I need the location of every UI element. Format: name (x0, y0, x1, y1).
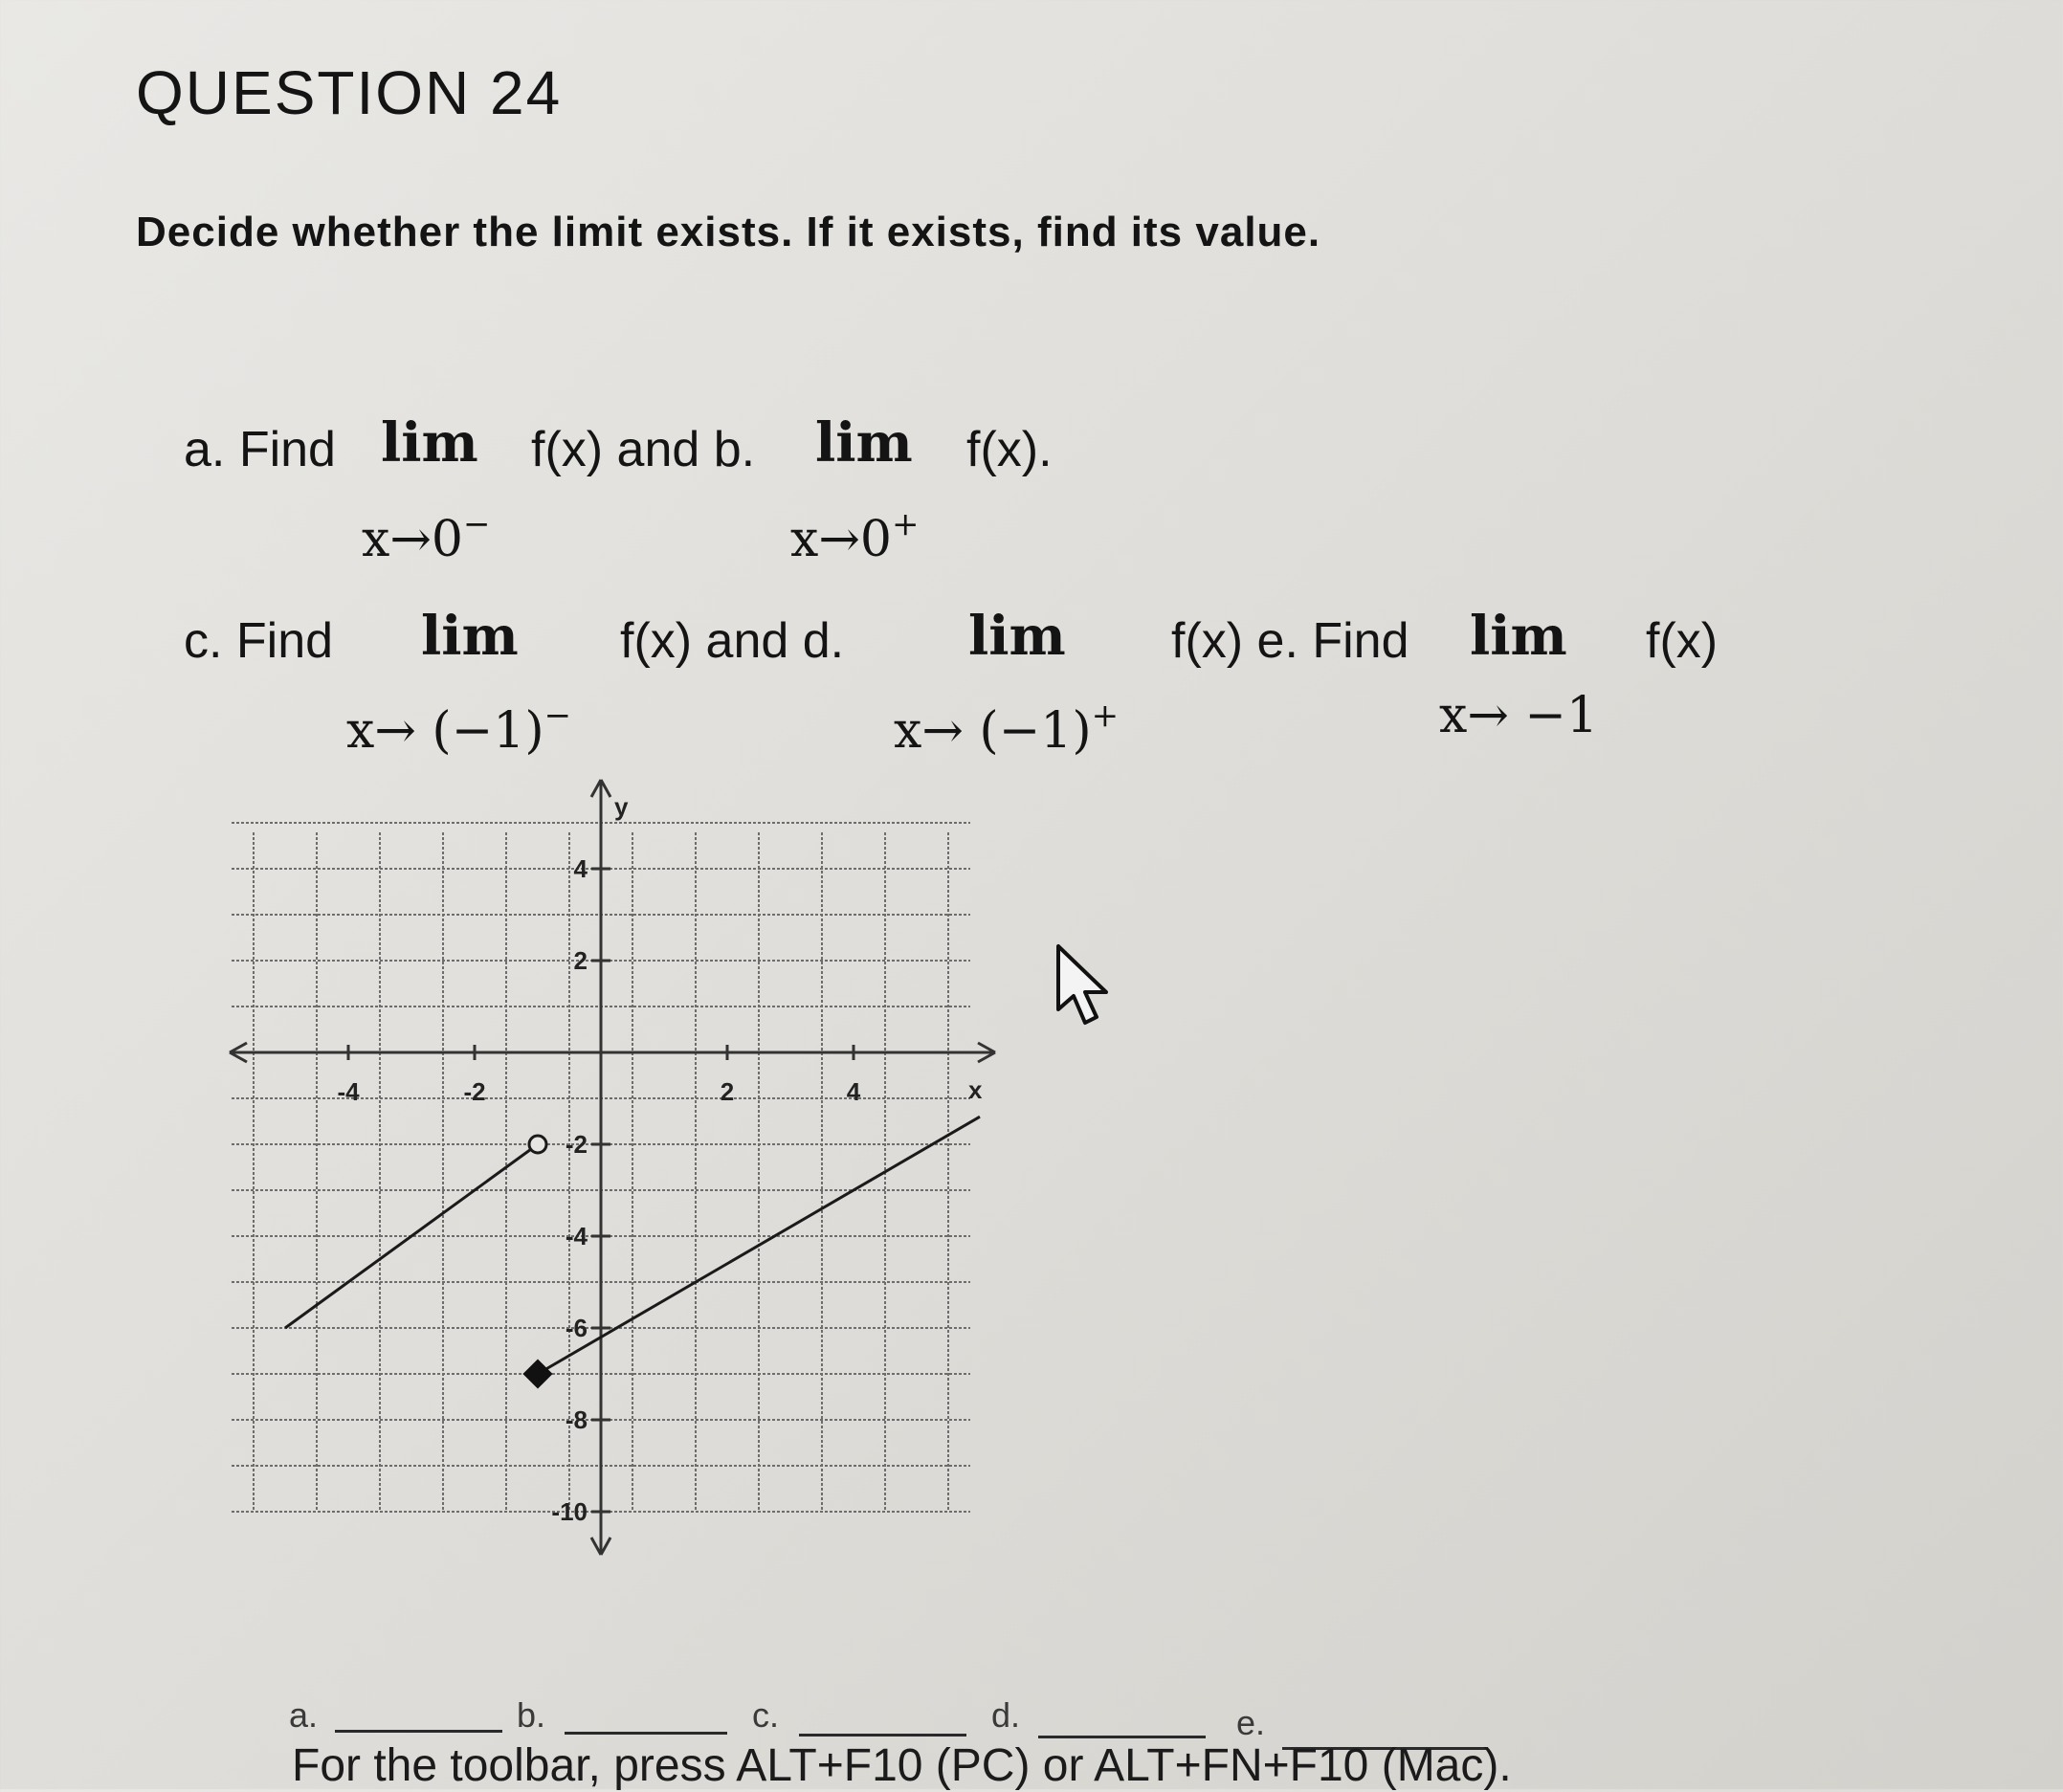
part-b-label: f(x) and b. (531, 422, 756, 477)
part-b-subscript: x→0+ (790, 505, 920, 568)
answer-e-label: e. (1236, 1703, 1266, 1742)
toolbar-hint: For the toolbar, press ALT+F10 (PC) or ALT+FN+F10 (Mac). (292, 1740, 1512, 1791)
answer-c-label: c. (752, 1695, 780, 1735)
part-d-subscript: x→ (−1)+ (894, 697, 1120, 760)
part-e-lim: lim (1470, 605, 1567, 668)
x-axis-label: x (968, 1075, 983, 1104)
question-instruction: Decide whether the limit exists. If it exists, find its value. (136, 209, 1321, 255)
part-e-fx: f(x) (1646, 613, 1719, 669)
answer-a-field[interactable] (335, 1730, 502, 1733)
closed-endpoint-marker (522, 1359, 552, 1388)
answer-d-label: d. (991, 1695, 1021, 1735)
y-tick-label: -10 (551, 1497, 588, 1526)
answer-b-label: b. (517, 1695, 546, 1735)
graph-lines (285, 1117, 980, 1388)
part-c-subscript: x→ (−1)− (346, 697, 572, 760)
part-a-subscript: x→0− (362, 505, 491, 568)
part-c-lim: lim (421, 605, 519, 668)
part-b-lim: lim (815, 411, 913, 475)
y-tick-label: 2 (573, 946, 588, 975)
x-tick-label: -4 (337, 1077, 360, 1106)
answer-a-label: a. (289, 1695, 319, 1735)
x-tick-label: -2 (463, 1077, 486, 1106)
x-tick-label: 2 (720, 1077, 735, 1106)
y-tick-label: 4 (573, 854, 588, 883)
y-tick-label: -8 (565, 1405, 588, 1434)
answer-b-field[interactable] (565, 1732, 727, 1735)
part-e-subscript: x→ −1 (1439, 687, 1599, 744)
function-graph (220, 765, 1014, 1579)
part-d-lim: lim (968, 605, 1066, 668)
question-title: QUESTION 24 (136, 58, 563, 127)
y-tick-label: -6 (565, 1314, 588, 1342)
answer-d-field[interactable] (1038, 1736, 1206, 1738)
part-c-label: c. Find (184, 613, 334, 669)
x-tick-label: 4 (846, 1077, 861, 1106)
y-axis-label: y (614, 792, 629, 821)
graph-axes (230, 780, 995, 1555)
open-endpoint-marker (529, 1136, 546, 1153)
part-a-lim: lim (381, 411, 478, 475)
answer-c-field[interactable] (799, 1734, 966, 1737)
part-a-label: a. Find (184, 422, 336, 477)
y-tick-label: -4 (565, 1222, 588, 1250)
mouse-pointer-icon (1053, 942, 1120, 1029)
part-b-fx: f(x). (966, 422, 1053, 477)
part-e-label: f(x) e. Find (1171, 613, 1409, 669)
y-tick-label: -2 (565, 1130, 588, 1159)
part-d-label: f(x) and d. (620, 613, 845, 669)
